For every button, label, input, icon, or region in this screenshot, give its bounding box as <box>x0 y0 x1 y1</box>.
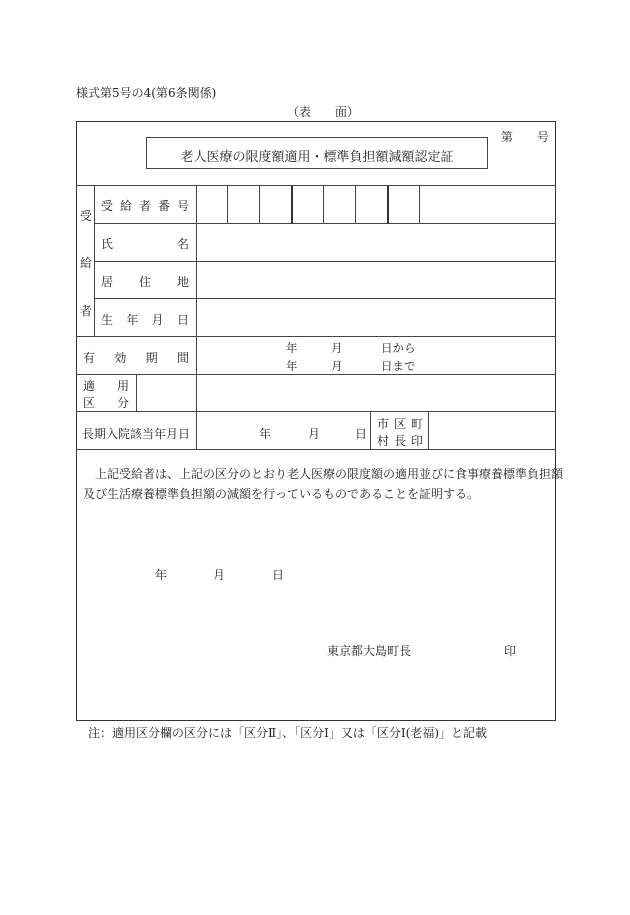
column-divider <box>370 411 371 449</box>
category-label-line2: 区 分 <box>83 396 129 410</box>
column-divider <box>428 411 429 449</box>
validity-from-year: 年 <box>286 341 298 355</box>
digit-box-divider <box>259 185 260 223</box>
digit-box-divider <box>355 185 356 223</box>
category-label-line1: 適 用 <box>83 379 129 393</box>
birth-date-label: 生 年 月 日 <box>101 313 189 327</box>
side-indicator: （表 面） <box>287 105 360 119</box>
long-term-year: 年 <box>259 427 272 441</box>
address-label: 居 住 地 <box>101 275 189 289</box>
digit-box-divider-thick <box>291 185 293 223</box>
digit-box-divider-thick <box>387 185 389 223</box>
row-divider <box>94 223 556 224</box>
digit-box-divider <box>419 185 420 223</box>
digit-box-divider <box>323 185 324 223</box>
recipient-side-char: 受 <box>80 209 93 223</box>
long-term-month: 月 <box>308 427 321 441</box>
issuer-seal: 印 <box>504 644 517 658</box>
recipient-side-char: 者 <box>80 304 93 318</box>
issuer-name: 東京都大島町長 <box>327 644 412 658</box>
long-term-day: 日 <box>355 427 368 441</box>
form-number-header: 様式第5号の4(第6条関係) <box>76 86 217 100</box>
validity-to-day: 日まで <box>381 359 416 373</box>
validity-to-month: 月 <box>331 359 343 373</box>
issue-month: 月 <box>213 568 226 582</box>
certification-statement-line1: 上記受給者は、上記の区分のとおり老人医療の限度額の適用並びに食事療養標準負担額 <box>95 467 564 481</box>
issue-day: 日 <box>272 568 285 582</box>
digit-box-divider <box>227 185 228 223</box>
row-divider <box>76 185 556 186</box>
recipient-number-label: 受 給 者 番 号 <box>101 199 189 213</box>
validity-from-month: 月 <box>331 341 343 355</box>
row-divider <box>76 374 556 375</box>
number-suffix: 号 <box>537 130 550 144</box>
certification-statement-line2: 及び生活療養標準負担額の減額を行っているものであることを証明する。 <box>83 487 480 501</box>
row-divider <box>94 261 556 262</box>
validity-to-year: 年 <box>286 359 298 373</box>
name-label: 氏 名 <box>101 237 189 251</box>
validity-from-day: 日から <box>381 341 416 355</box>
issue-year: 年 <box>155 568 168 582</box>
column-divider <box>94 185 95 336</box>
row-divider <box>76 336 556 337</box>
mayor-seal-label-line1: 市 区 町 <box>377 417 423 431</box>
validity-label: 有 効 期 間 <box>83 351 189 365</box>
row-divider <box>76 449 556 450</box>
certificate-title: 老人医療の限度額適用・標準負担額減額認定証 <box>180 150 454 165</box>
number-prefix: 第 <box>501 130 514 144</box>
recipient-side-char: 給 <box>80 256 93 270</box>
mayor-seal-label-line2: 村 長 印 <box>377 434 423 448</box>
column-divider <box>196 185 197 449</box>
long-term-date-label: 長期入院該当年月日 <box>82 427 191 441</box>
row-divider <box>76 411 556 412</box>
column-divider <box>136 374 137 411</box>
footnote: 注：適用区分欄の区分には「区分Ⅱ」、「区分Ⅰ」又は「区分Ⅰ(老福)」と記載 <box>88 726 488 740</box>
row-divider <box>94 298 556 299</box>
